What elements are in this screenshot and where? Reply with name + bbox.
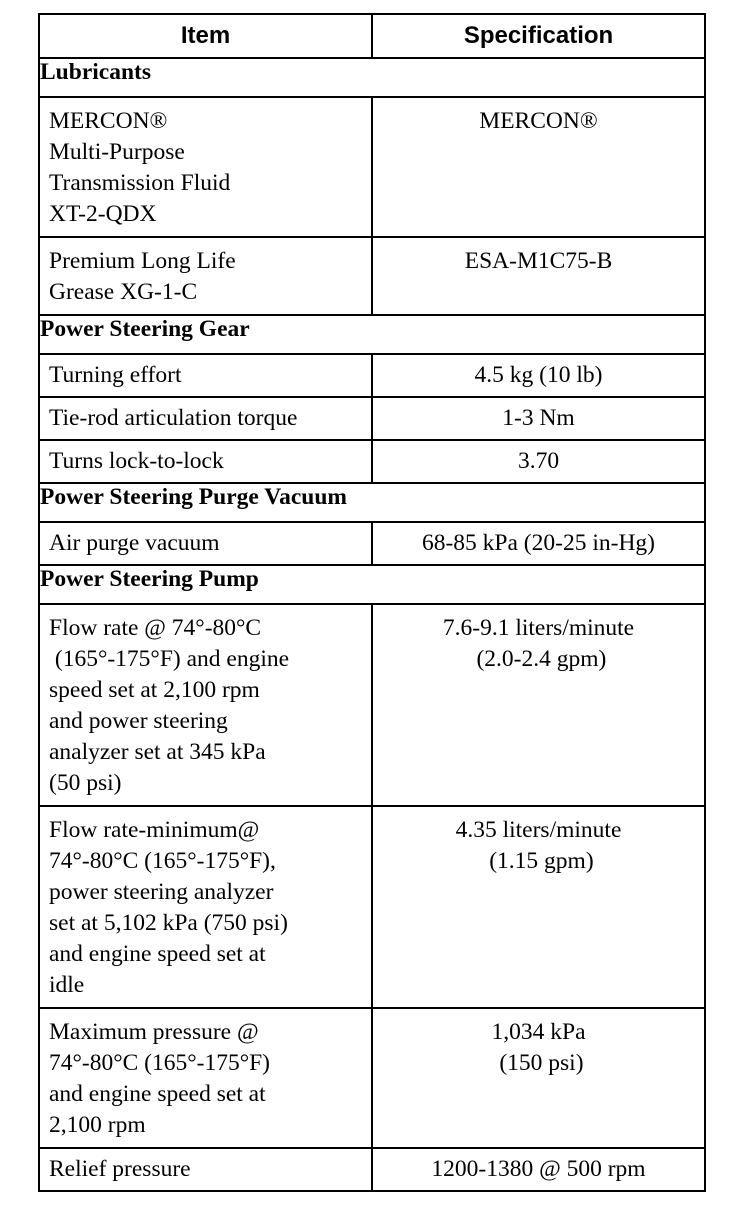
specification-column-header: Specification (372, 14, 705, 58)
item-cell (39, 604, 372, 806)
section-header-row (39, 565, 705, 604)
specification-text-line: 4.5 kg (10 lb) (474, 362, 603, 388)
item-text-line: 74°-80°C (165°-175°F) (49, 1050, 271, 1076)
item-text-line: Premium Long Life (49, 248, 236, 274)
table-row (39, 604, 705, 806)
specification-cell (372, 354, 705, 397)
item-text-line: Transmission Fluid (49, 170, 231, 196)
specification-cell (372, 97, 705, 237)
item-cell (39, 237, 372, 315)
item-text-line: Flow rate @ 74°-80°C (49, 615, 262, 641)
item-cell (39, 1148, 372, 1191)
section-title: Power Steering Pump (39, 565, 705, 604)
specification-text-line: (1.15 gpm) (483, 848, 594, 874)
table-row (39, 1148, 705, 1191)
section-header-row (39, 58, 705, 97)
item-cell (39, 522, 372, 565)
item-text-line: MERCON® (49, 108, 168, 134)
specification-text-line: MERCON® (479, 108, 598, 134)
item-text-line: 74°-80°C (165°-175°F), (49, 848, 276, 874)
table-row (39, 97, 705, 237)
item-cell (39, 1008, 372, 1148)
specification-text-line: 3.70 (517, 448, 560, 474)
specification-cell (372, 237, 705, 315)
item-cell (39, 397, 372, 440)
item-text-line: (50 psi) (49, 770, 122, 796)
specification-text-line: 1,034 kPa (491, 1019, 586, 1045)
item-text-line: Relief pressure (49, 1156, 191, 1182)
item-text-line: set at 5,102 kPa (750 psi) (49, 910, 288, 936)
specification-table (38, 13, 706, 1192)
item-text-line: Maximum pressure @ (49, 1019, 259, 1045)
specification-cell (372, 440, 705, 483)
table-row (39, 397, 705, 440)
item-text-line: power steering analyzer (49, 879, 274, 905)
table-row (39, 237, 705, 315)
table-row (39, 806, 705, 1008)
section-title: Power Steering Purge Vacuum (39, 483, 705, 522)
section-title: Power Steering Gear (39, 315, 705, 354)
item-cell (39, 354, 372, 397)
item-text-line: analyzer set at 345 kPa (49, 739, 266, 765)
table-row (39, 354, 705, 397)
table-body (39, 58, 705, 1191)
specification-text-line: 7.6-9.1 liters/minute (442, 615, 635, 641)
item-text-line: speed set at 2,100 rpm (49, 677, 260, 703)
specification-text-line: 1-3 Nm (502, 405, 575, 431)
item-text-line: Tie-rod articulation torque (49, 405, 298, 431)
item-text-line: and engine speed set at (49, 941, 266, 967)
specification-cell (372, 522, 705, 565)
item-text-line: idle (49, 972, 85, 998)
specification-cell (372, 1148, 705, 1191)
specification-cell (372, 604, 705, 806)
specification-text-line: 4.35 liters/minute (455, 817, 622, 843)
specification-text-line: 68-85 kPa (20-25 in-Hg) (421, 530, 655, 556)
item-text-line: XT-2-QDX (49, 201, 157, 227)
item-cell (39, 806, 372, 1008)
table-row (39, 1008, 705, 1148)
item-text-line: Grease XG-1-C (49, 279, 198, 305)
specification-text-line: ESA-M1C75-B (464, 248, 613, 274)
item-text-line: Flow rate-minimum@ (49, 817, 260, 843)
section-header-row (39, 483, 705, 522)
specification-cell (372, 397, 705, 440)
table-header-row (39, 14, 705, 58)
item-cell (39, 440, 372, 483)
item-cell (39, 97, 372, 237)
item-text-line: Air purge vacuum (49, 530, 220, 556)
item-text-line: Multi-Purpose (49, 139, 185, 165)
table-row (39, 440, 705, 483)
specification-cell (372, 806, 705, 1008)
section-header-row (39, 315, 705, 354)
item-text-line: 2,100 rpm (49, 1112, 146, 1138)
section-title: Lubricants (39, 58, 705, 97)
specification-text-line: (150 psi) (493, 1050, 584, 1076)
table-row (39, 522, 705, 565)
item-text-line: and power steering (49, 708, 228, 734)
item-text-line: and engine speed set at (49, 1081, 266, 1107)
item-text-line: (165°-175°F) and engine (49, 646, 290, 672)
specification-text-line: (2.0-2.4 gpm) (470, 646, 607, 672)
specification-text-line: 1200-1380 @ 500 rpm (431, 1156, 646, 1182)
specification-cell (372, 1008, 705, 1148)
item-column-header: Item (39, 14, 372, 58)
item-text-line: Turns lock-to-lock (49, 448, 224, 474)
item-text-line: Turning effort (49, 362, 182, 388)
